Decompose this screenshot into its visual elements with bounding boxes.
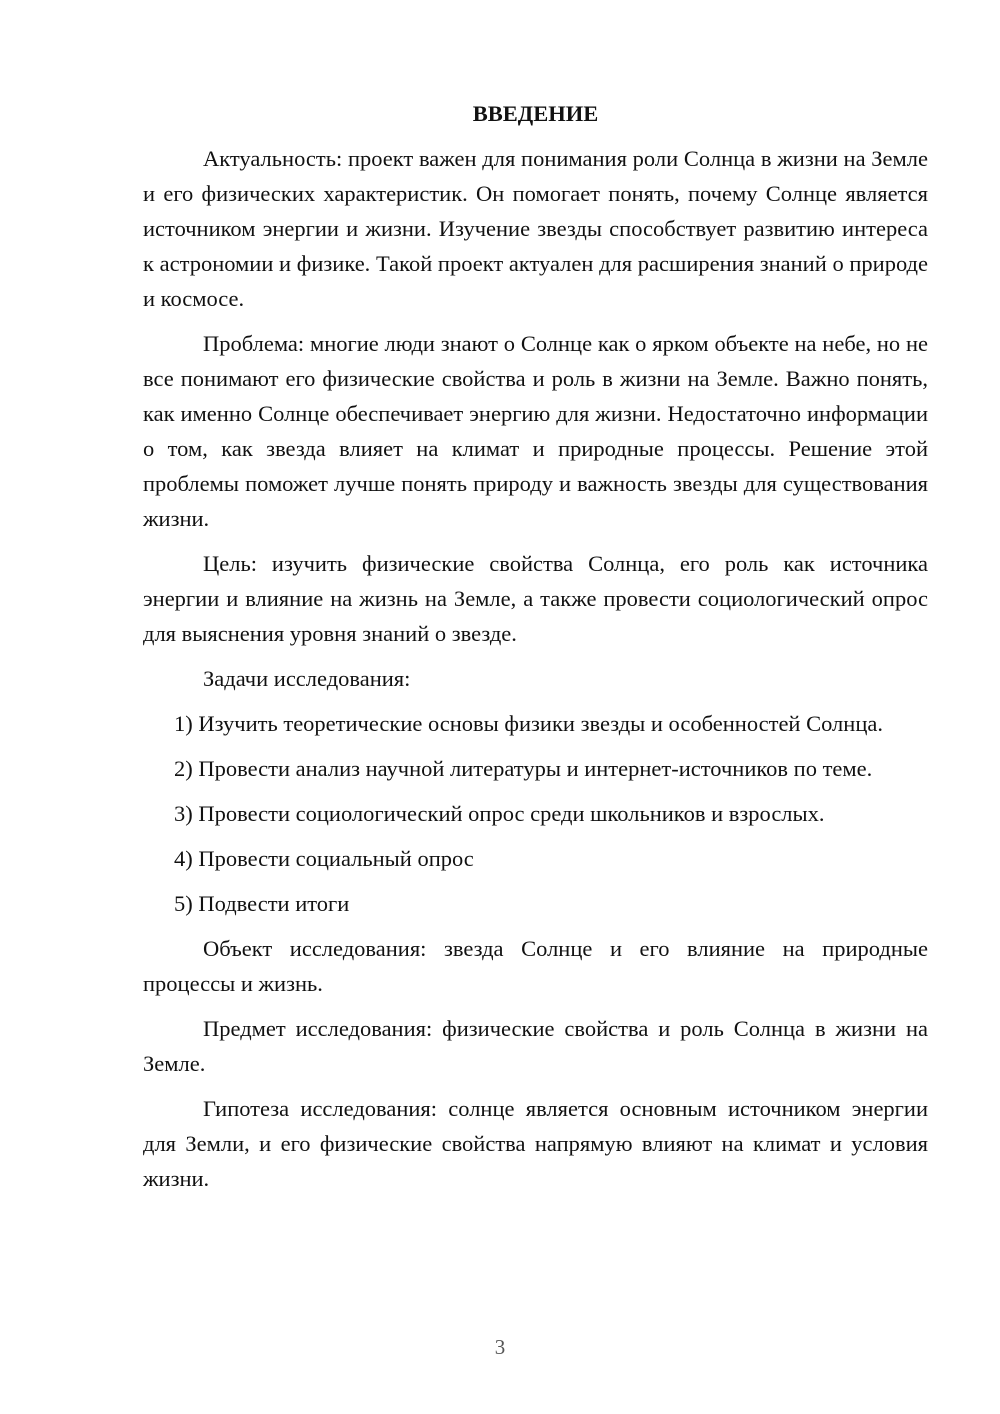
paragraph-object: Объект исследования: звезда Солнце и его влияние на природные процессы и жизнь. bbox=[143, 936, 928, 996]
paragraph-hypothesis: Гипотеза исследования: солнце является основным источником энергии для Земли, и его физические свойства напрямую влияют на климат и условия жизни. bbox=[143, 1096, 928, 1191]
list-item: 4) Провести социальный опрос bbox=[174, 846, 474, 871]
tasks-list bbox=[143, 706, 928, 921]
paragraph-problem: Проблема: многие люди знают о Солнце как о ярком объекте на небе, но не все понимают его физические свойства и роль в жизни на Земле. Важно понять, как именно Солнце обеспечивает энергию для жизни. Недостаточно информации о том, как звезда влияет на климат и природные процессы. Решение этой проблемы поможет лучше понять природу и важность звезды для существования жизни. bbox=[143, 331, 928, 531]
list-item: 3) Провести социологический опрос среди школьников и взрослых. bbox=[174, 801, 825, 826]
paragraph-tasks-heading: Задачи исследования: bbox=[203, 666, 411, 691]
list-item: 5) Подвести итоги bbox=[174, 891, 350, 916]
paragraph-subject: Предмет исследования: физические свойства и роль Солнца в жизни на Земле. bbox=[143, 1016, 928, 1076]
page-number: 3 bbox=[494, 1335, 506, 1359]
paragraph-goal: Цель: изучить физические свойства Солнца, его роль как источника энергии и влияние на жизнь на Земле, а также провести социологический опрос для выяснения уровня знаний о звезде. bbox=[143, 551, 928, 646]
section-title: ВВЕДЕНИЕ bbox=[472, 101, 599, 126]
list-item: 1) Изучить теоретические основы физики звезды и особенностей Солнца. bbox=[174, 711, 883, 736]
page-content bbox=[143, 96, 928, 1206]
list-item: 2) Провести анализ научной литературы и интернет-источников по теме. bbox=[174, 756, 873, 781]
paragraph-relevance: Актуальность: проект важен для понимания роли Солнца в жизни на Земле и его физических характеристик. Он помогает понять, почему Солнце является источником энергии и жизни. Изучение звезды способствует развитию интереса к астрономии и физике. Такой проект актуален для расширения знаний о природе и космосе. bbox=[143, 146, 928, 311]
